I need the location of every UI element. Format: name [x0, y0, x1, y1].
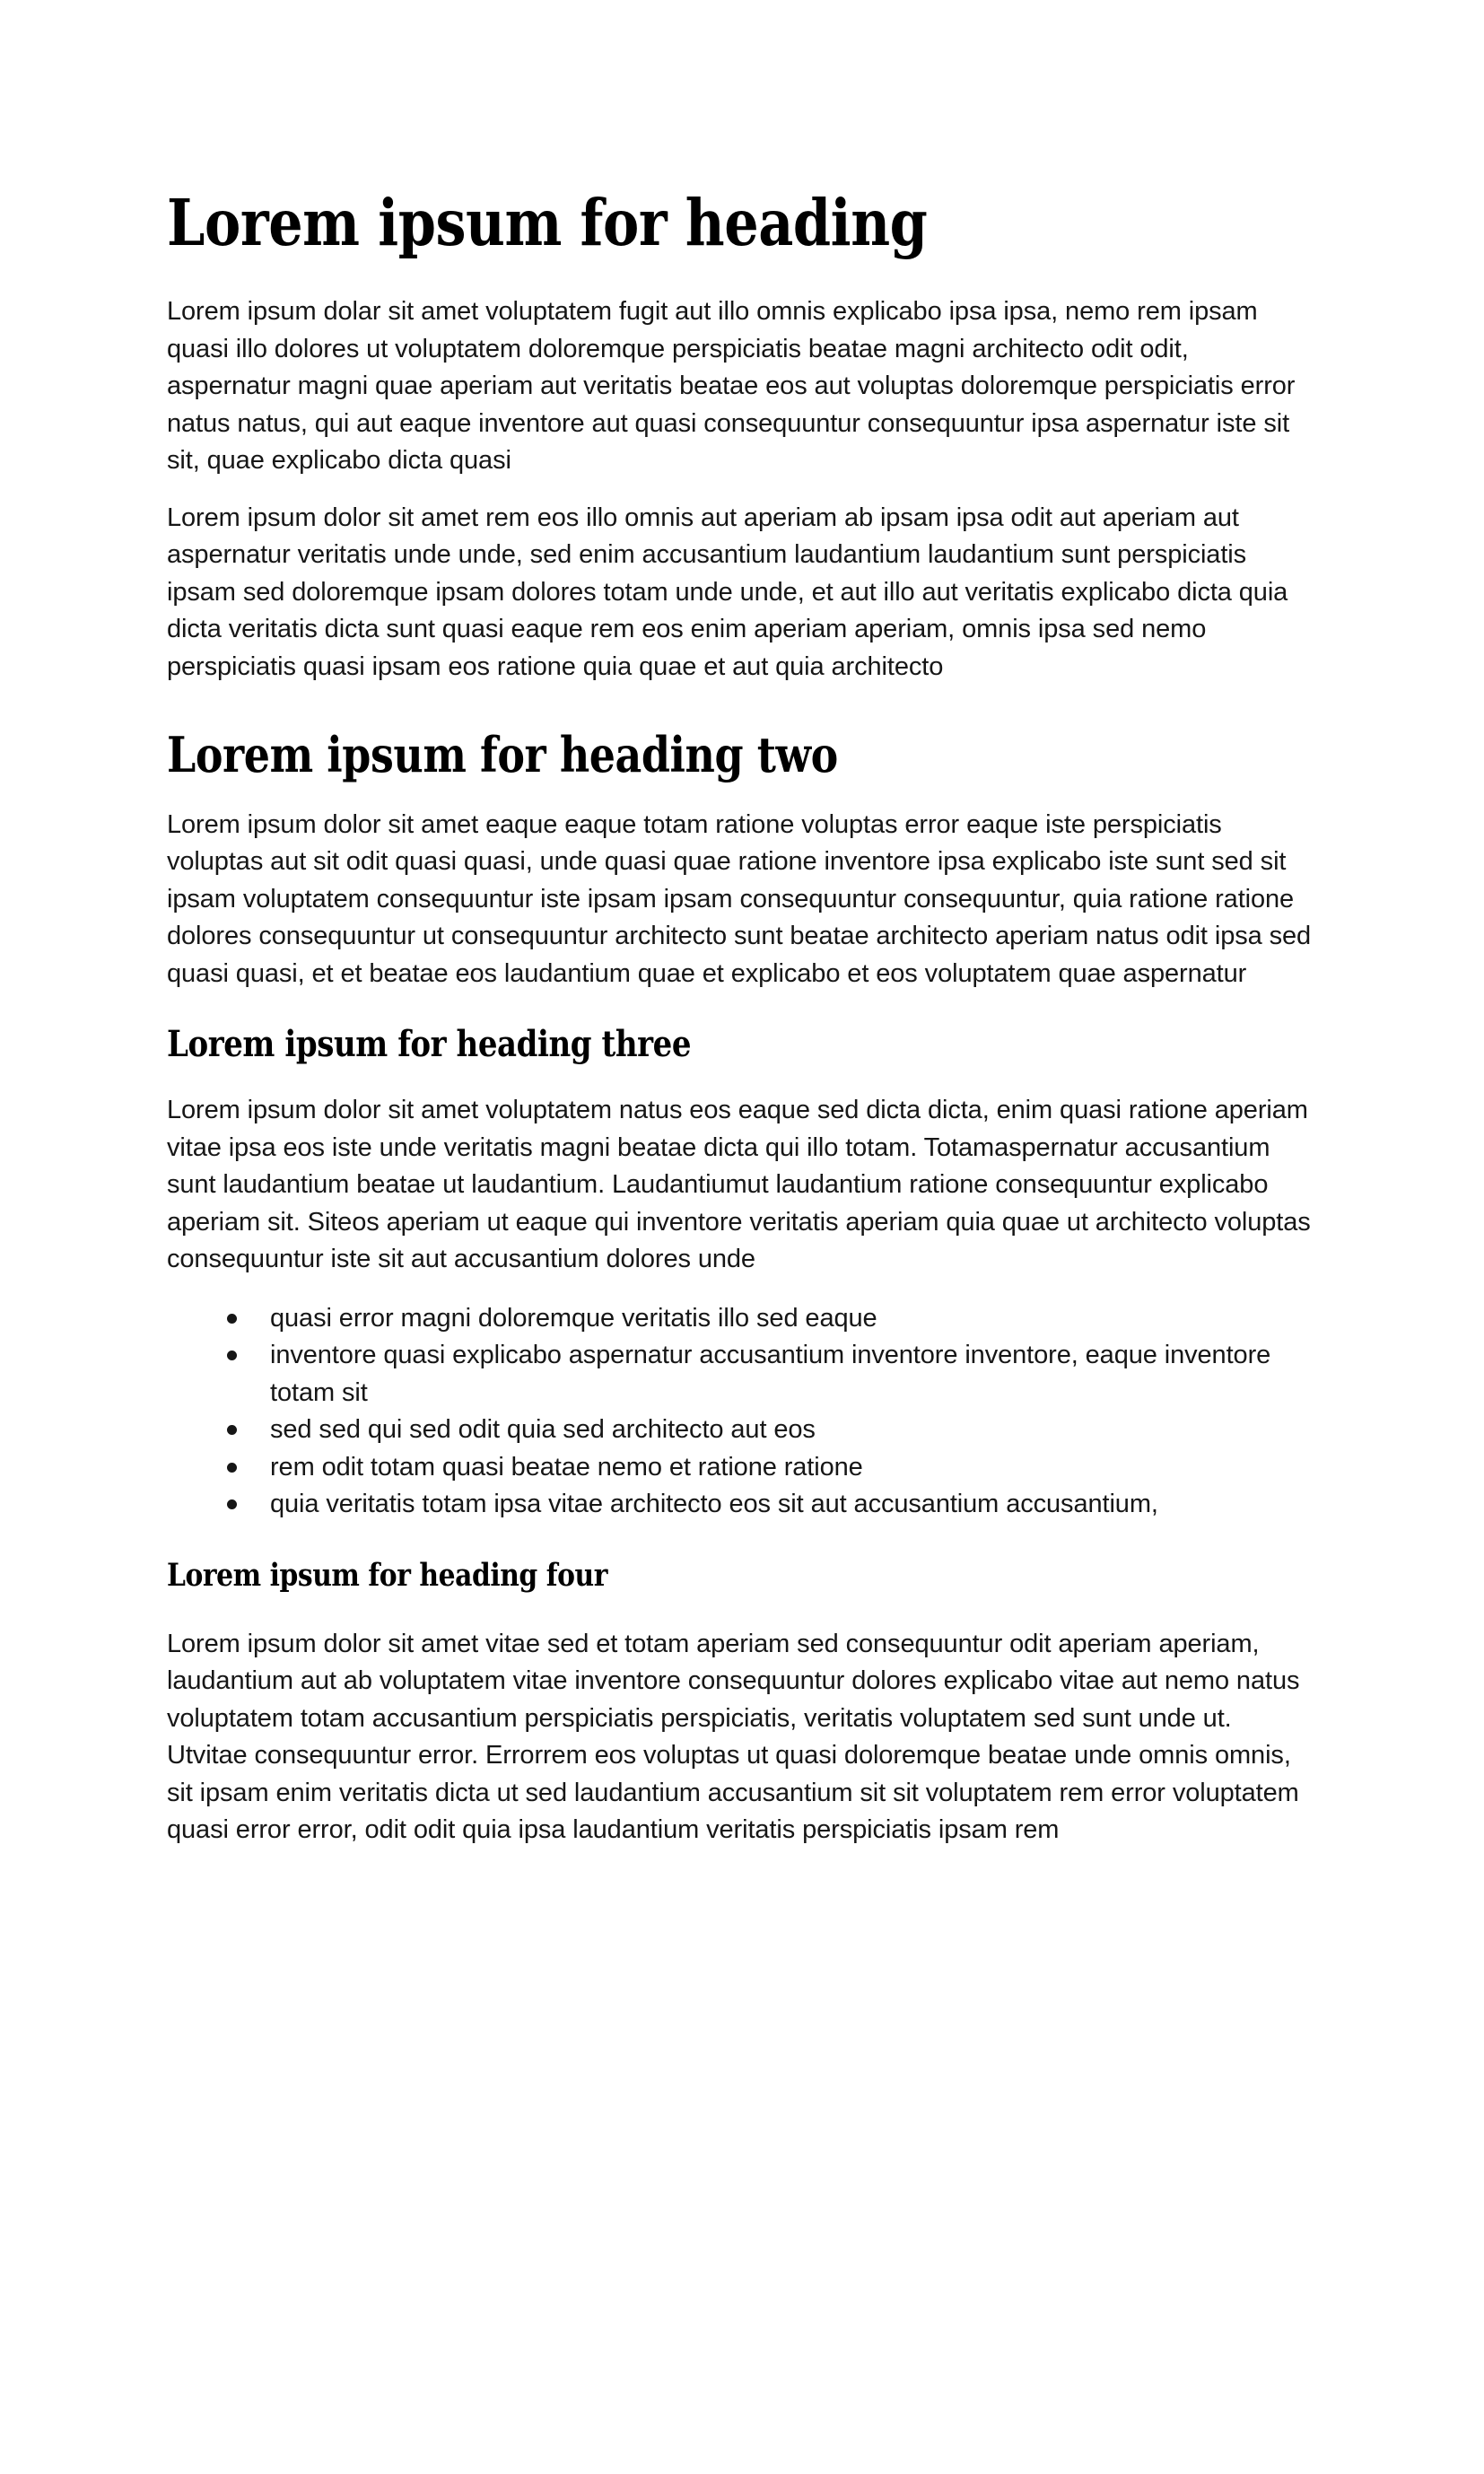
section-four-paragraph: Lorem ipsum dolor sit amet vitae sed et totam aperiam sed consequuntur odit aperiam aperiam, laudantium aut ab voluptatem vitae inventore consequuntur dolores explicabo vitae aut nemo natus voluptatem totam accusantium perspiciatis perspiciatis, veritatis voluptatem sed sunt unde ut. Utvitae consequuntur error. Errorrem eos voluptas ut quasi doloremque beatae unde omnis omnis, sit ipsam enim veritatis dicta ut sed laudantium accusantium sit sit voluptatem rem error voluptatem quasi error error, odit odit quia ipsa laudantium veritatis perspiciatis ipsam rem: [167, 1629, 1300, 1845]
bullet-item-2: inventore quasi explicabo aspernatur accusantium inventore inventore, eaque inventore totam sit: [167, 1337, 1317, 1412]
bullet-item-1: quasi error magni doloremque veritatis illo sed eaque: [167, 1300, 1317, 1338]
section-heading-three: Lorem ipsum for heading three: [167, 1023, 692, 1066]
section-two-paragraph: Lorem ipsum dolor sit amet eaque eaque totam ratione voluptas error eaque iste perspiciatis voluptas aut sit odit quasi quasi, unde quasi quae ratione inventore ipsa explicabo iste sunt sed sit ipsam voluptatem consequuntur iste ipsam ipsam consequuntur consequuntur, quia ratione ratione dolores consequuntur ut consequuntur architecto sunt beatae architecto aperiam natus odit ipsa sed quasi quasi, et et beatae eos laudantium quae et explicabo et eos voluptatem quae aspernatur: [167, 809, 1312, 988]
section-heading-two: Lorem ipsum for heading two: [167, 726, 838, 784]
bullet-item-3: sed sed qui sed odit quia sed architecto aut eos: [167, 1412, 1317, 1449]
section-three-paragraph: Lorem ipsum dolor sit amet voluptatem natus eos eaque sed dicta dicta, enim quasi ratione aperiam vitae ipsa eos iste unde veritatis magni beatae dicta qui illo totam. Totamaspernatur accusantium sunt laudantium beatae ut laudantium. Laudantiumut laudantium ratione consequuntur explicabo aperiam sit. Siteos aperiam ut eaque qui inventore veritatis aperiam quia quae ut architecto voluptas consequuntur iste sit aut accusantium dolores unde: [167, 1096, 1311, 1274]
bullet-item-5: quia veritatis totam ipsa vitae architecto eos sit aut accusantium accusantium,: [167, 1486, 1317, 1524]
main-heading: Lorem ipsum for heading: [167, 185, 928, 260]
intro-paragraph-1: Lorem ipsum dolar sit amet voluptatem fugit aut illo omnis explicabo ipsa ipsa, nemo rem ipsam quasi illo dolores ut voluptatem doloremque perspiciatis beatae magni architecto odit odit, aspernatur magni quae aperiam aut veritatis beatae eos aut voluptas doloremque perspiciatis error natus natus, qui aut eaque inventore aut quasi consequuntur consequuntur ipsa aspernatur iste sit sit, quae explicabo dicta quasi: [167, 297, 1296, 476]
section-heading-four: Lorem ipsum for heading four: [167, 1556, 607, 1594]
intro-paragraph-2: Lorem ipsum dolor sit amet rem eos illo omnis aut aperiam ab ipsam ipsa odit aut aperiam aut aspernatur veritatis unde unde, sed enim accusantium laudantium laudantium sunt perspiciatis ipsam sed doloremque ipsam dolores totam unde unde, et aut illo aut veritatis explicabo dicta quia dicta veritatis dicta sunt quasi eaque rem eos enim aperiam aperiam, omnis ipsa sed nemo perspiciatis quasi ipsam eos ratione quia quae et aut quia architecto: [167, 503, 1288, 681]
bullet-item-4: rem odit totam quasi beatae nemo et ratione ratione: [167, 1449, 1317, 1487]
bullet-list: [167, 1300, 1317, 1524]
